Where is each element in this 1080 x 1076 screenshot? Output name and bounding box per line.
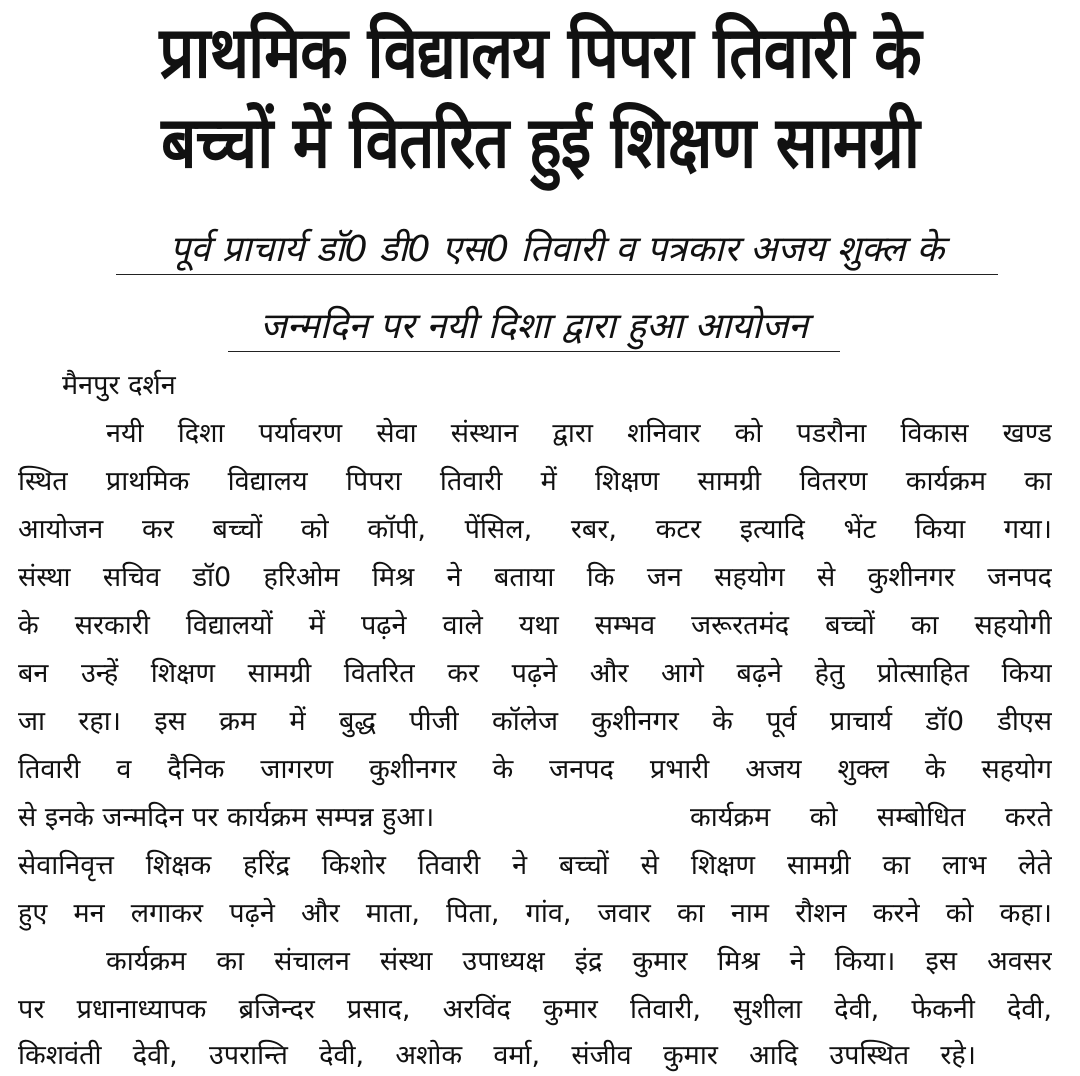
body-line: जा रहा। इस क्रम में बुद्ध पीजी कॉलेज कुशीनगर के पूर्व प्राचार्य डॉ0 डीएस bbox=[18, 706, 1052, 737]
body-line: नयी दिशा पर्यावरण सेवा संस्थान द्वारा शनिवार को पडरौना विकास खण्ड bbox=[106, 418, 1052, 449]
subheadline-line-1: पूर्व प्राचार्य डॉ0 डी0 एस0 तिवारी व पत्रकार अजय शुक्ल के bbox=[116, 228, 998, 275]
body-line: से इनके जन्मदिन पर कार्यक्रम सम्पन्न हुआ। bbox=[18, 802, 435, 833]
body-line: बन उन्हें शिक्षण सामग्री वितरित कर पढ़ने और आगे बढ़ने हेतु प्रोत्साहित किया bbox=[18, 658, 1052, 689]
body-line: पर प्रधानाध्यापक ब्रजिन्दर प्रसाद, अरविंद कुमार तिवारी, सुशीला देवी, फेकनी देवी, bbox=[18, 994, 1052, 1025]
body-line: किशवंती देवी, उपरान्ति देवी, अशोक वर्मा, संजीव कुमार आदि उपस्थित रहे। bbox=[18, 1040, 976, 1071]
headline-line-1: प्राथमिक विद्यालय पिपरा तिवारी के bbox=[159, 10, 921, 95]
body-line: स्थित प्राथमिक विद्यालय पिपरा तिवारी में शिक्षण सामग्री वितरण कार्यक्रम का bbox=[18, 466, 1052, 497]
subheadline-line-2: जन्मदिन पर नयी दिशा द्वारा हुआ आयोजन bbox=[228, 305, 840, 352]
body-line: हुए मन लगाकर पढ़ने और माता, पिता, गांव, जवार का नाम रौशन करने को कहा। bbox=[18, 898, 1052, 929]
body-line: संस्था सचिव डॉ0 हरिओम मिश्र ने बताया कि जन सहयोग से कुशीनगर जनपद bbox=[18, 562, 1052, 593]
body-line: कार्यक्रम का संचालन संस्था उपाध्यक्ष इंद्र कुमार मिश्र ने किया। इस अवसर bbox=[106, 946, 1052, 977]
body-line-tail: कार्यक्रम को सम्बोधित करते bbox=[690, 802, 1052, 833]
body-line: के सरकारी विद्यालयों में पढ़ने वाले यथा सम्भव जरूरतमंद बच्चों का सहयोगी bbox=[18, 610, 1052, 641]
body-line: सेवानिवृत्त शिक्षक हरिंद्र किशोर तिवारी ने बच्चों से शिक्षण सामग्री का लाभ लेते bbox=[18, 850, 1052, 881]
body-line: आयोजन कर बच्चों को कॉपी, पेंसिल, रबर, कटर इत्यादि भेंट किया गया। bbox=[18, 514, 1052, 545]
body-line: तिवारी व दैनिक जागरण कुशीनगर के जनपद प्रभारी अजय शुक्ल के सहयोग bbox=[18, 754, 1052, 785]
dateline: मैनपुर दर्शन bbox=[62, 370, 176, 401]
headline-line-2: बच्चों में वितरित हुई शिक्षण सामग्री bbox=[161, 100, 919, 185]
